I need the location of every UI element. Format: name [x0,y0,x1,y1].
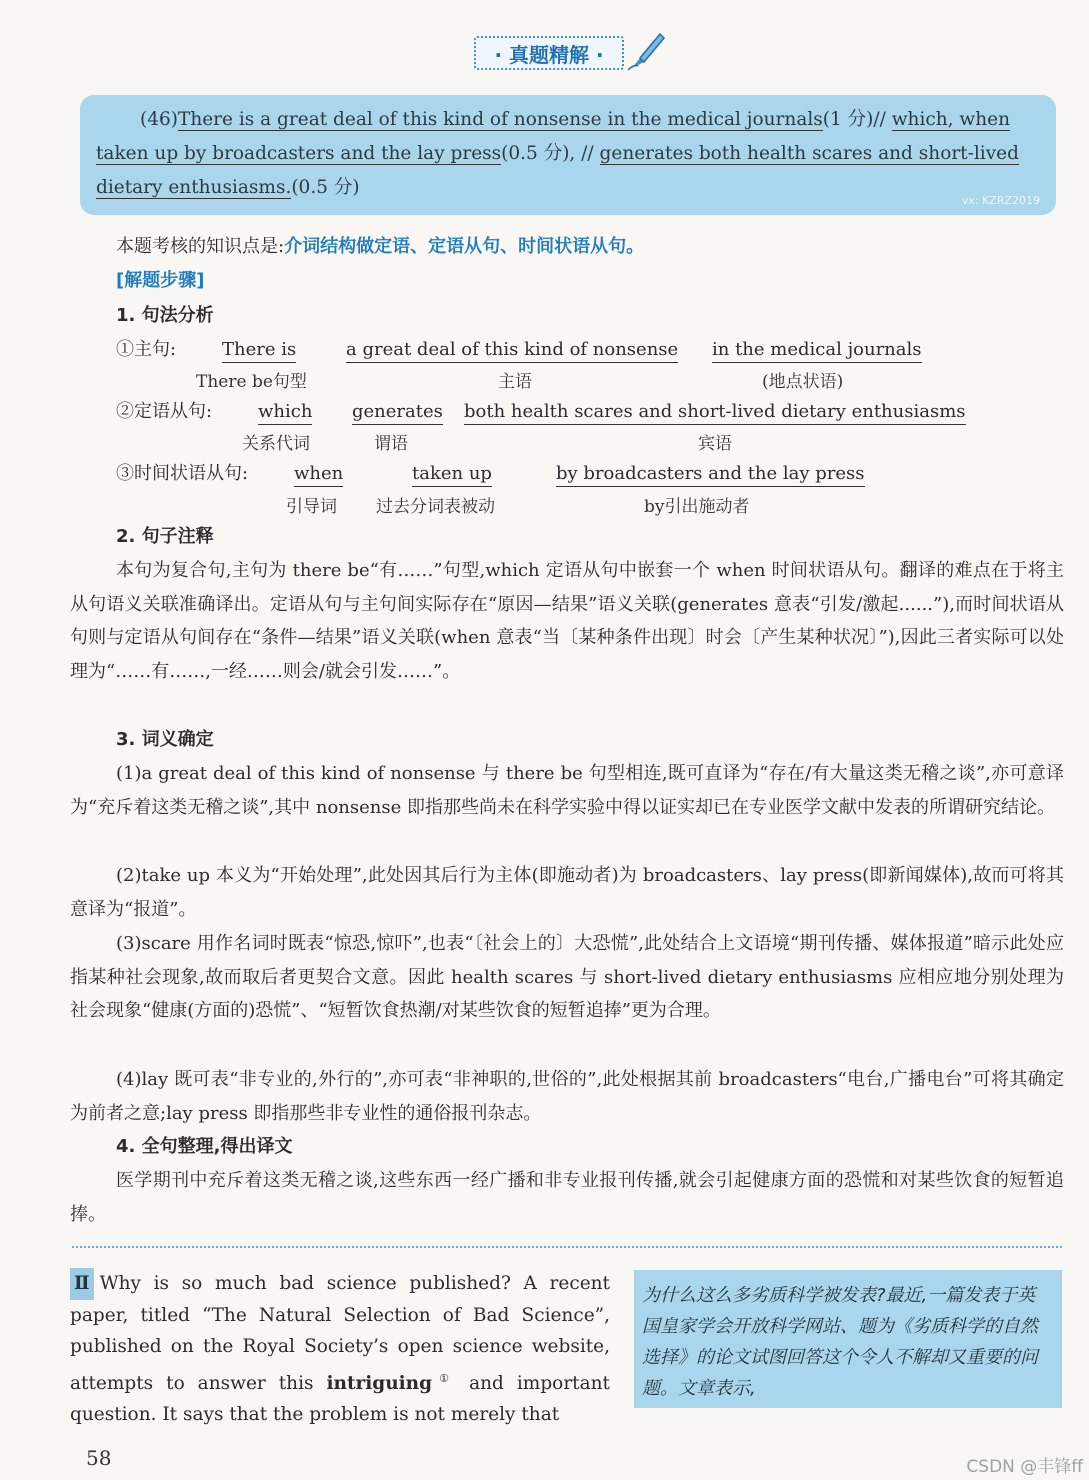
main-clause-text: There is a great deal of this kind of nonsense in the medical journals [177,109,823,130]
rel-annot-1: 关系代词 [242,434,310,454]
main-word-3: in the medical journals [712,338,922,363]
main-annot-1: There be句型 [196,372,307,392]
sentence-line-1 [140,108,1040,132]
time-annot-3: by引出施动者 [644,497,750,517]
time-clause-label: ③时间状语从句: [116,463,249,484]
rel-word-3: both health scares and short-lived dietary enthusiasms [464,400,966,425]
csdn-watermark: CSDN @丰锋ff [966,1457,1083,1477]
section-divider [72,1246,1062,1248]
score-2: (0.5 分), // [501,143,600,164]
main-word-1: There is [222,338,296,363]
english-passage [70,1268,610,1431]
time-word-3: by broadcasters and the lay press [556,462,865,487]
time-word-1: when [294,462,343,487]
section-2-body: 本句为复合句,主句为 there be“有……”句型,which 定语从句中嵌套一个 when 时间状语从句。翻译的难点在于将主从句语义关联准确译出。定语从句与主句间实际存在“原因—结果”语义关联(generates 意表“引发/激起......”),而时间状语从句则与定语从句间存在“条件—结果”语义关联(when 意表“当〔某种条件出现〕时会〔产生某种状况〕”),因此三者实际可以处理为“……有……,一经……则会/就会引发……”。 [70,560,1064,682]
section-badge: · 真题精解 · [474,36,624,70]
relative-clause-label: ②定语从句: [116,401,213,422]
section-1-title: 1. 句法分析 [116,305,214,326]
generates-text: generates both health scares and short-lived [599,143,1019,164]
steps-title: [解题步骤] [116,270,205,291]
knowledge-line [116,235,644,259]
rel-word-2: generates [352,400,443,425]
rel-word-1: which [258,400,312,425]
section-2-title: 2. 句子注释 [116,526,214,547]
time-annot-2: 过去分词表被动 [376,497,495,517]
section-3-title: 3. 词义确定 [116,729,214,750]
time-annot-1: 引导词 [286,497,337,517]
passage-text-b: and important question. It says that the problem is not merely that [70,1372,610,1426]
main-word-2: a great deal of this kind of nonsense [346,338,678,363]
section-4-title: 4. 全句整理,得出译文 [116,1136,293,1157]
which-when-text: which, when [891,109,1011,130]
rel-annot-3: 宾语 [698,434,732,454]
section-3-p4: (4)lay 既可表“非专业的,外行的”,亦可表“非神职的,世俗的”,此处根据其前 broadcasters“电台,广播电台”可将其确定为前者之意;lay press 即指那些非专业性的通俗报刊杂志。 [70,1069,1064,1124]
section-3-p3: (3)scare 用作名词时既表“惊恐,惊吓”,也表“〔社会上的〕大恐慌”,此处结合上文语境“期刊传播、媒体报道”暗示此处应指某种社会现象,故而取后者更契合文意。因此 health scares 与 short-lived dietary enthusiasms 应相应地分别处理为社会现象“健康(方面的)恐慌”、“短暂饮食热潮/对某些饮食的短暂追捧”更为合理。 [70,933,1064,1021]
passage-number-badge: Ⅱ [70,1268,94,1300]
source-sentence-box [80,95,1056,215]
passage-text-a: Why is so much bad science published? A recent paper, titled “The Natural Selection of Bad Science”, published on the Royal Society’s open science website, attempts to answer this [70,1273,610,1394]
score-1: (1 分)// [822,109,892,130]
main-clause-label: ①主句: [116,339,177,360]
rel-annot-2: 谓语 [374,434,408,454]
sentence-line-3 [96,176,1040,200]
score-3: (0.5 分) [291,177,360,198]
time-word-2: taken up [412,462,492,487]
question-number: (46) [140,109,178,130]
knowledge-label: 本题考核的知识点是: [116,236,285,257]
section-3-p1: (1)a great deal of this kind of nonsense 与 there be 句型相连,既可直译为“存在/有大量这类无稽之谈”,亦可意译为“充斥着这类无稽之谈”,其中 nonsense 即指那些尚未在科学实验中得以证实却已在专业医学文献中发表的所谓研究结论。 [70,763,1064,818]
vocab-word: intriguing [326,1372,433,1394]
brush-icon [624,28,666,72]
box-watermark: vx: KZRZ2019 [961,194,1040,207]
when-clause-text: taken up by broadcasters and the lay press [96,143,502,164]
section-3-p2: (2)take up 本义为“开始处理”,此处因其后行为主体(即施动者)为 broadcasters、lay press(即新闻媒体),故而可将其意译为“报道”。 [70,865,1064,920]
knowledge-points: 介词结构做定语、定语从句、时间状语从句。 [284,236,645,257]
section-4-body: 医学期刊中充斥着这类无稽之谈,这些东西一经广播和非专业报刊传播,就会引起健康方面的恐慌和对某些饮食的短暂追捧。 [70,1170,1064,1225]
main-annot-3: (地点状语) [762,372,844,392]
sentence-line-2 [96,142,1040,166]
page-number: 58 [86,1446,112,1470]
translation-box: 为什么这么多劣质科学被发表?最近,一篇发表于英国皇家学会开放科学网站、题为《劣质科学的自然选择》的论文试图回答这个令人不解却又重要的问题。文章表示, [634,1270,1062,1408]
main-annot-2: 主语 [498,372,532,392]
enthusiasms-text: dietary enthusiasms. [96,177,292,198]
footnote-marker: ① [432,1371,457,1385]
